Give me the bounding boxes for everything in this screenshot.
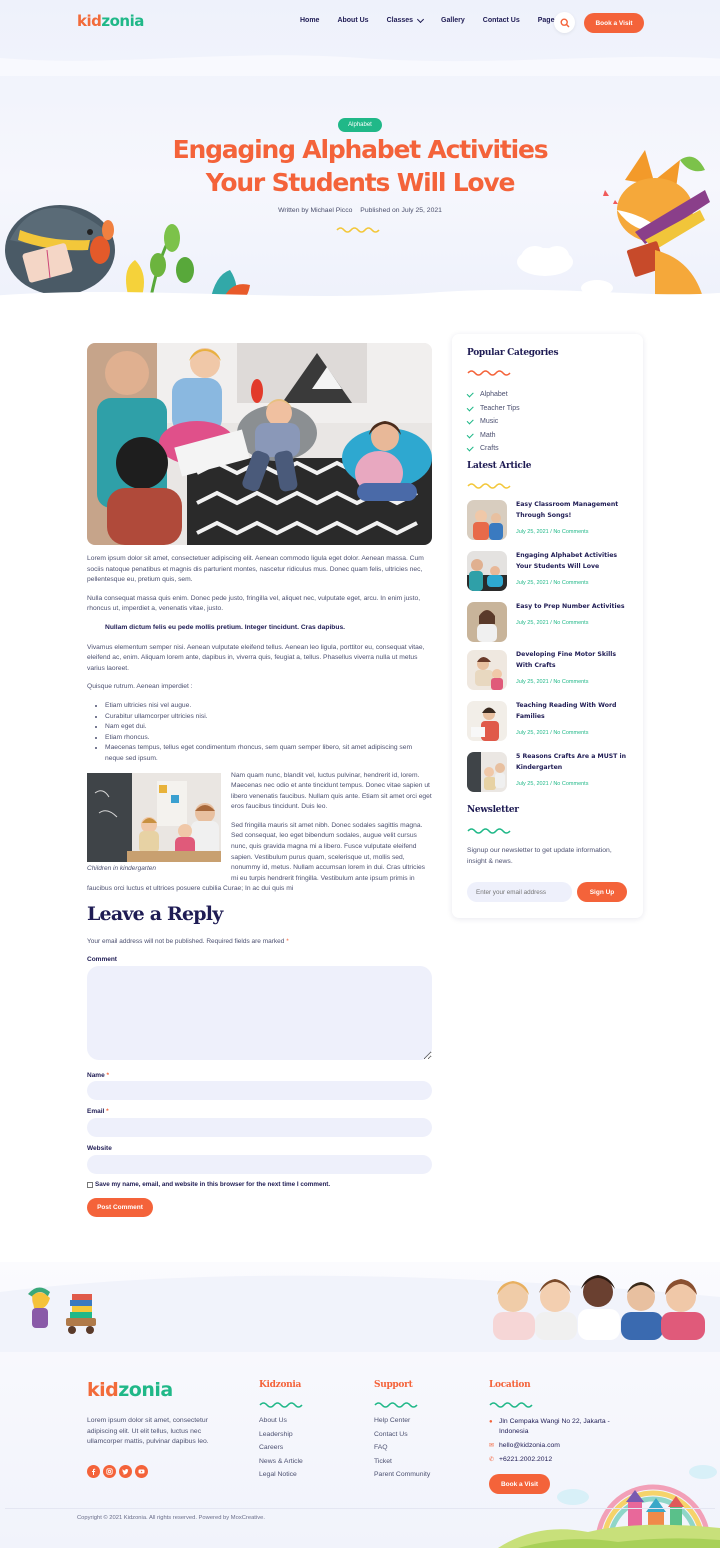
squiggle-divider xyxy=(489,1400,535,1408)
kindergarten-image xyxy=(87,773,221,862)
category-item-alphabet[interactable]: Alphabet xyxy=(467,388,520,402)
footer-support-heading: Support xyxy=(374,1380,413,1390)
footer-support-links xyxy=(374,1417,430,1485)
post-meta xyxy=(200,207,520,214)
rainbow-castle-illustration xyxy=(498,1462,720,1548)
article-title[interactable]: Engaging Alphabet Activities Your Students Will Love xyxy=(516,552,618,570)
squiggle-divider xyxy=(336,225,382,233)
footer-logo[interactable]: kidzonia xyxy=(87,1379,173,1401)
name-label: Name * xyxy=(87,1072,110,1079)
check-icon xyxy=(467,444,474,451)
footer-link-careers[interactable]: Careers xyxy=(259,1444,284,1451)
newsletter-text: Signup our newsletter to get update information, insight & news. xyxy=(467,847,612,865)
email-field[interactable] xyxy=(87,1118,432,1137)
article-title[interactable]: Easy Classroom Management Through Songs! xyxy=(516,501,619,519)
latest-article-item[interactable] xyxy=(467,701,632,743)
latest-article-item[interactable] xyxy=(467,650,632,692)
category-item-music[interactable]: Music xyxy=(467,415,520,429)
squiggle-divider xyxy=(467,481,513,489)
article-thumbnail xyxy=(467,650,507,690)
menu-item-contact-us[interactable]: Contact Us xyxy=(482,17,520,24)
article-featured-image xyxy=(87,343,432,545)
latest-article-item[interactable] xyxy=(467,602,632,644)
article-title[interactable]: Developing Fine Motor Skills With Crafts xyxy=(516,651,617,669)
footer-divider xyxy=(5,1508,715,1509)
article-thumbnail xyxy=(467,701,507,741)
page-title: Engaging Alphabet Activities Your Students Will Love xyxy=(172,135,548,197)
footer-about-text: Lorem ipsum dolor sit amet, consectetur adipiscing elit. Ut elit tellus, luctus nec ullamcorper mattis, pulvinar dapibus leo. xyxy=(87,1417,209,1445)
footer xyxy=(0,1262,720,1548)
footer-address: ● Jln Cempaka Wangi No 22, Jakarta - Indonesia xyxy=(489,1418,610,1435)
article-meta: July 25, 2021 / No Comments xyxy=(516,730,589,736)
post-date: Published on July 25, 2021 xyxy=(360,207,442,214)
article-paragraph: Sed fringilla mauris sit amet nibh. Donec sodales sagittis magna. Sed consequat, leo eget bibendum sodales, augue velit cursus nunc, quis gravida magna mi a libero. Fusce vulputate eleifend sapien. Vestibulum purus quam, scelerisque ut, mollis sed, nonummy id, metus. Nullam accumsan lorem in dui. Cras ultricies mi eu turpis hendrerit fringilla. Vestibulum ante ipsum primis in faucibus orci luctus et ultrices posuere cubilia Curae; In ac dui quis mi xyxy=(87,821,426,893)
article-paragraph: Nam quam nunc, blandit vel, luctus pulvinar, hendrerit id, lorem. Maecenas nec odio et ante tincidunt tempus. Donec vitae sapien ut libero venenatis faucibus. Nullam quis ante. Etiam sit amet orci eget eros faucibus tincidunt. Duis leo. xyxy=(231,771,432,811)
article-paragraph: Lorem ipsum dolor sit amet, consectetuer adipiscing elit. Aenean commodo ligula eget dolor. Aenean massa. Cum sociis natoque penatibus et magnis dis parturient montes, nascetur ridiculus mus. Donec quam felis, ultricies nec, pellentesque eu, pretium quis, sem. xyxy=(87,555,424,584)
popular-categories-heading: Popular Categories xyxy=(467,348,559,358)
article-quote: Nullam dictum felis eu pede mollis pretium. Integer tincidunt. Cras dapibus. xyxy=(105,623,346,631)
squiggle-divider xyxy=(259,1400,305,1408)
article-meta: July 25, 2021 / No Comments xyxy=(516,580,589,586)
email-label: Email * xyxy=(87,1108,109,1115)
article-paragraph: Nulla consequat massa quis enim. Donec pede justo, fringilla vel, aliquet nec, vulputate eget, arcu. In enim justo, rhoncus ut, imperdiet a, venenatis vitae, justo. xyxy=(87,594,421,613)
article-title[interactable]: Teaching Reading With Word Families xyxy=(516,702,617,720)
footer-link-ticket[interactable]: Ticket xyxy=(374,1457,392,1465)
footer-link-leadership[interactable]: Leadership xyxy=(259,1430,293,1438)
hero-wave-decoration xyxy=(0,48,720,76)
post-author: Written by Michael Picco xyxy=(278,207,353,214)
comment-textarea[interactable] xyxy=(87,966,432,1060)
facebook-icon[interactable] xyxy=(87,1465,100,1478)
footer-location-heading: Location xyxy=(489,1380,531,1390)
category-list xyxy=(467,388,520,456)
girl-with-books-illustration xyxy=(20,1282,100,1342)
latest-article-item[interactable] xyxy=(467,752,632,794)
category-badge[interactable]: Alphabet xyxy=(338,118,382,132)
footer-kidzonia-links xyxy=(259,1417,303,1485)
footer-link-legal-notice[interactable]: Legal Notice xyxy=(259,1471,297,1478)
category-item-math[interactable]: Math xyxy=(467,429,520,443)
article-thumbnail xyxy=(467,752,507,792)
article-meta: July 25, 2021 / No Comments xyxy=(516,781,589,787)
search-button[interactable] xyxy=(554,12,575,33)
mail-icon: ✉ xyxy=(489,1443,495,1449)
menu-item-home[interactable]: Home xyxy=(300,17,320,24)
copyright-text: Copyright © 2021 Kidzonia. All rights reserved. Powered by MoxCreative. xyxy=(77,1515,265,1521)
save-info-label: Save my name, email, and website in this browser for the next time I comment. xyxy=(95,1181,331,1188)
name-field[interactable] xyxy=(87,1081,432,1100)
twitter-icon[interactable] xyxy=(119,1465,132,1478)
save-info-row xyxy=(87,1181,330,1188)
chevron-down-icon xyxy=(417,15,424,22)
footer-kidzonia-heading: Kidzonia xyxy=(259,1380,302,1390)
reply-note: Your email address will not be published. Required fields are marked * xyxy=(87,938,289,945)
category-item-crafts[interactable]: Crafts xyxy=(467,442,520,456)
footer-link-parent-community[interactable]: Parent Community xyxy=(374,1471,431,1478)
article-meta: July 25, 2021 / No Comments xyxy=(516,620,589,626)
article-bullet-list xyxy=(105,701,432,765)
list-item: • Maecenas tempus, tellus eget condimentum rhoncus, sem quam semper libero, sit amet adipiscing sem neque sed ipsum. xyxy=(105,743,432,764)
comment-label: Comment xyxy=(87,956,117,963)
list-item: • Etiam ultricies nisi vel augue. xyxy=(105,701,432,712)
footer-link-faq[interactable]: FAQ xyxy=(374,1444,388,1451)
book-visit-button[interactable]: Book a Visit xyxy=(584,13,644,33)
article-thumbnail xyxy=(467,500,507,540)
latest-article-heading: Latest Article xyxy=(467,461,532,471)
latest-article-item[interactable] xyxy=(467,500,632,542)
phone-icon: ✆ xyxy=(489,1457,495,1463)
top-navigation xyxy=(0,0,720,48)
menu-item-page[interactable]: Page xyxy=(538,17,565,24)
footer-book-visit-button[interactable]: Book a Visit xyxy=(489,1474,550,1494)
menu-item-gallery[interactable]: Gallery xyxy=(441,17,465,24)
article-paragraph: Quisque rutrum. Aenean imperdiet : xyxy=(87,683,193,691)
check-icon xyxy=(467,417,474,424)
reply-heading: Leave a Reply xyxy=(87,903,223,925)
youtube-icon[interactable] xyxy=(135,1465,148,1478)
newsletter-heading: Newsletter xyxy=(467,805,519,815)
website-label: Website xyxy=(87,1145,112,1152)
check-icon xyxy=(467,431,474,438)
footer-link-news-article[interactable]: News & Article xyxy=(259,1457,303,1465)
check-icon xyxy=(467,390,474,397)
post-comment-button[interactable]: Post Comment xyxy=(87,1198,153,1217)
article-paragraph: Vivamus elementum semper nisi. Aenean vulputate eleifend tellus. Aenean leo ligula, porttitor eu, consequat vitae, eleifend ac, enim. Aliquam lorem ante, dapibus in, viverra quis, feugiat a, tellus. Phasellus viverra nulla ut metus varius laoreet. xyxy=(87,643,425,672)
list-item: • Nam eget dui. xyxy=(105,722,432,733)
hero-bottom-wave xyxy=(0,284,720,305)
social-links xyxy=(87,1465,148,1478)
footer-phone[interactable]: ✆ +6221.2002.2012 xyxy=(489,1456,553,1463)
article-body xyxy=(87,554,432,903)
check-icon xyxy=(467,404,474,411)
main-menu xyxy=(300,17,582,24)
newsletter-email-input[interactable] xyxy=(467,882,572,902)
website-field[interactable] xyxy=(87,1155,432,1174)
article-meta: July 25, 2021 / No Comments xyxy=(516,529,589,535)
figure-caption: Children in kindergarten xyxy=(87,864,157,872)
article-title[interactable]: Easy to Prep Number Activities xyxy=(516,603,625,610)
children-group-photo xyxy=(483,1267,713,1342)
list-item: • Etiam rhoncus. xyxy=(105,733,432,744)
hero-section xyxy=(0,0,720,305)
article-inline-figure xyxy=(87,773,221,875)
search-icon xyxy=(560,18,570,28)
site-logo[interactable]: kidzonia xyxy=(77,12,144,30)
article-title[interactable]: 5 Reasons Crafts Are a MUST in Kindergarten xyxy=(516,753,627,771)
list-item: • Curabitur ullamcorper ultricies nisi. xyxy=(105,712,432,723)
squiggle-divider xyxy=(467,368,513,376)
article-thumbnail xyxy=(467,551,507,591)
category-item-teacher-tips[interactable]: Teacher Tips xyxy=(467,402,520,416)
sign-up-button[interactable]: Sign Up xyxy=(577,882,627,902)
squiggle-divider xyxy=(467,826,513,834)
footer-link-about-us[interactable]: About Us xyxy=(259,1417,287,1424)
footer-link-contact-us[interactable]: Contact Us xyxy=(374,1430,408,1438)
footer-link-help-center[interactable]: Help Center xyxy=(374,1417,411,1424)
sidebar xyxy=(452,334,643,918)
instagram-icon[interactable] xyxy=(103,1465,116,1478)
article-thumbnail xyxy=(467,602,507,642)
menu-item-classes[interactable]: Classes xyxy=(387,17,423,24)
footer-email[interactable]: ✉ hello@kidzonia.com xyxy=(489,1442,560,1449)
map-pin-icon: ● xyxy=(489,1419,493,1425)
menu-item-about-us[interactable]: About Us xyxy=(337,17,369,24)
latest-article-item[interactable] xyxy=(467,551,632,593)
squiggle-divider xyxy=(374,1400,420,1408)
article-meta: July 25, 2021 / No Comments xyxy=(516,679,589,685)
save-info-checkbox[interactable] xyxy=(87,1182,93,1188)
